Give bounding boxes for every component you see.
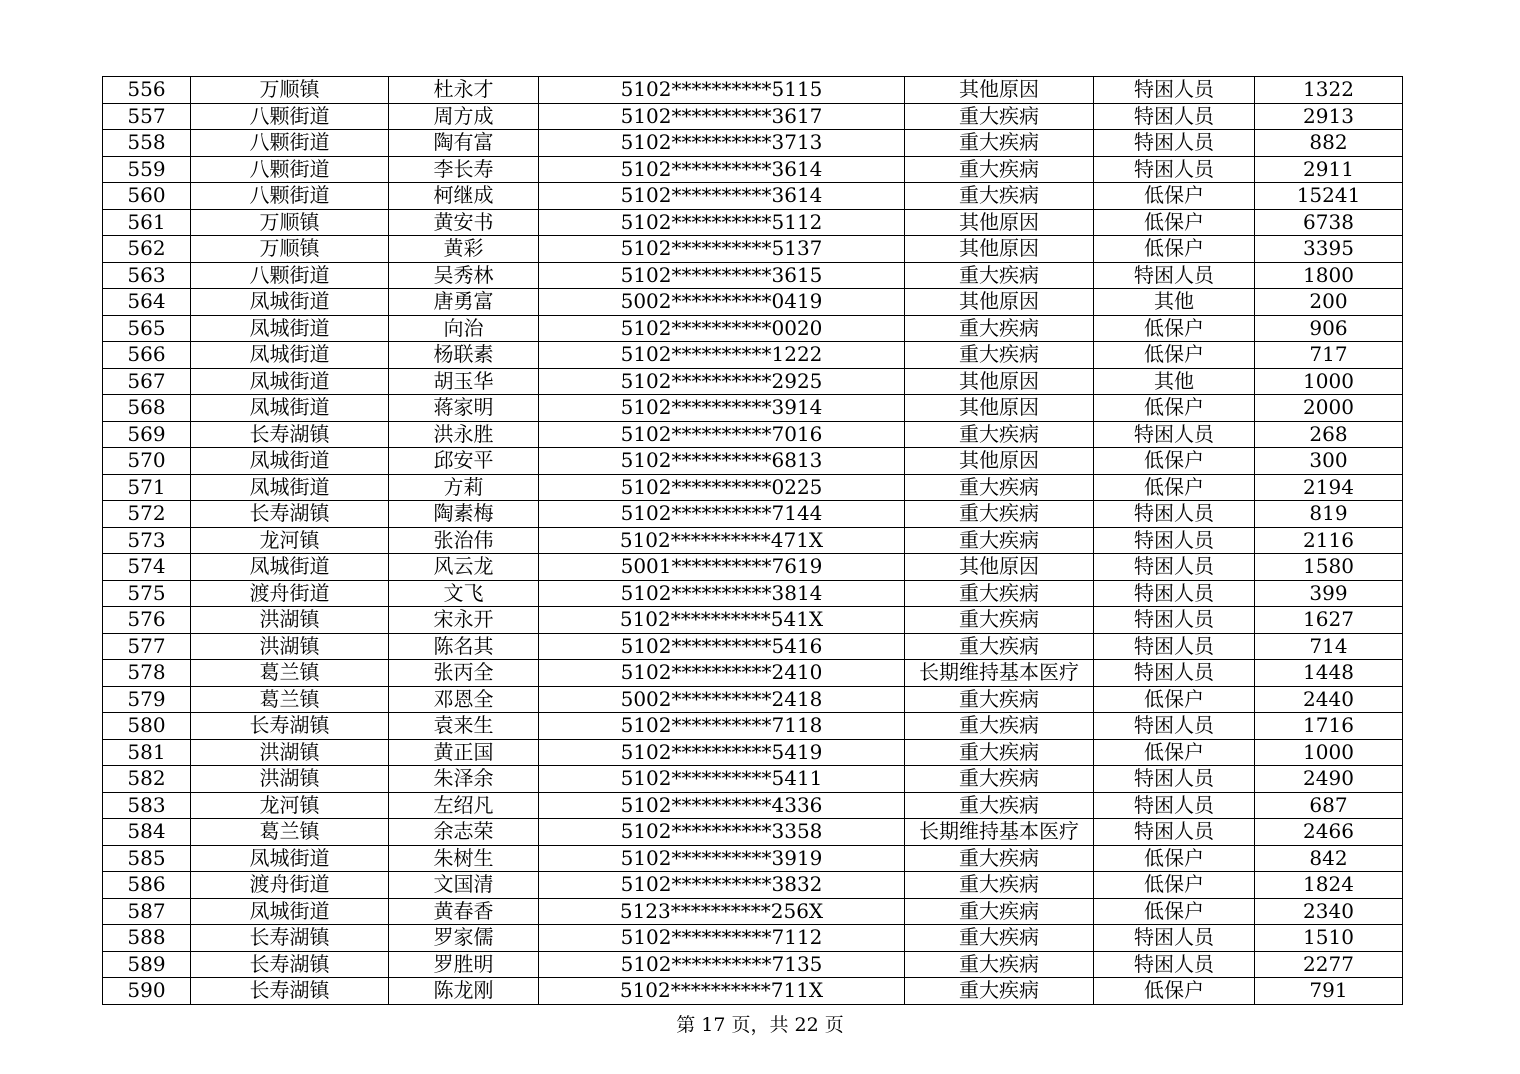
cell-town: 凤城街道	[191, 448, 389, 475]
table-row	[103, 527, 1403, 554]
cell-town: 凤城街道	[191, 289, 389, 316]
table-row	[103, 845, 1403, 872]
cell-town: 八颗街道	[191, 103, 389, 130]
cell-amount: 1322	[1255, 77, 1403, 104]
cell-name: 黄安书	[389, 209, 539, 236]
table-row	[103, 315, 1403, 342]
cell-category: 特困人员	[1094, 77, 1255, 104]
cell-row-number: 564	[103, 289, 191, 316]
table-row	[103, 739, 1403, 766]
cell-amount: 842	[1255, 845, 1403, 872]
cell-id-number: 5002**********2418	[539, 686, 905, 713]
cell-id-number: 5002**********0419	[539, 289, 905, 316]
cell-amount: 819	[1255, 501, 1403, 528]
cell-town: 洪湖镇	[191, 607, 389, 634]
cell-id-number: 5102**********1222	[539, 342, 905, 369]
cell-id-number: 5123**********256X	[539, 898, 905, 925]
cell-row-number: 556	[103, 77, 191, 104]
cell-id-number: 5102**********7135	[539, 951, 905, 978]
cell-row-number: 562	[103, 236, 191, 263]
cell-id-number: 5102**********3914	[539, 395, 905, 422]
cell-reason: 重大疾病	[905, 925, 1094, 952]
cell-name: 罗胜明	[389, 951, 539, 978]
cell-id-number: 5102**********2925	[539, 368, 905, 395]
cell-row-number: 571	[103, 474, 191, 501]
cell-reason: 重大疾病	[905, 713, 1094, 740]
cell-name: 黄春香	[389, 898, 539, 925]
cell-amount: 300	[1255, 448, 1403, 475]
cell-name: 罗家儒	[389, 925, 539, 952]
cell-amount: 1448	[1255, 660, 1403, 687]
cell-town: 凤城街道	[191, 474, 389, 501]
cell-reason: 其他原因	[905, 77, 1094, 104]
cell-id-number: 5102**********7144	[539, 501, 905, 528]
cell-name: 洪永胜	[389, 421, 539, 448]
cell-category: 低保户	[1094, 845, 1255, 872]
cell-town: 八颗街道	[191, 130, 389, 157]
cell-town: 凤城街道	[191, 342, 389, 369]
cell-amount: 3395	[1255, 236, 1403, 263]
cell-town: 凤城街道	[191, 898, 389, 925]
table-row	[103, 130, 1403, 157]
cell-town: 龙河镇	[191, 527, 389, 554]
cell-amount: 714	[1255, 633, 1403, 660]
cell-row-number: 557	[103, 103, 191, 130]
cell-row-number: 569	[103, 421, 191, 448]
cell-town: 长寿湖镇	[191, 951, 389, 978]
cell-reason: 重大疾病	[905, 421, 1094, 448]
cell-town: 万顺镇	[191, 77, 389, 104]
cell-name: 邓恩全	[389, 686, 539, 713]
cell-reason: 重大疾病	[905, 739, 1094, 766]
table-row	[103, 713, 1403, 740]
cell-name: 左绍凡	[389, 792, 539, 819]
cell-id-number: 5102**********3814	[539, 580, 905, 607]
table-row	[103, 660, 1403, 687]
cell-id-number: 5102**********3614	[539, 156, 905, 183]
cell-reason: 重大疾病	[905, 474, 1094, 501]
cell-reason: 其他原因	[905, 395, 1094, 422]
cell-town: 洪湖镇	[191, 633, 389, 660]
cell-reason: 其他原因	[905, 368, 1094, 395]
cell-amount: 791	[1255, 978, 1403, 1005]
cell-row-number: 574	[103, 554, 191, 581]
cell-row-number: 577	[103, 633, 191, 660]
cell-name: 方莉	[389, 474, 539, 501]
cell-town: 凤城街道	[191, 368, 389, 395]
cell-town: 洪湖镇	[191, 766, 389, 793]
cell-category: 特困人员	[1094, 156, 1255, 183]
cell-name: 朱泽余	[389, 766, 539, 793]
cell-id-number: 5102**********5137	[539, 236, 905, 263]
cell-reason: 长期维持基本医疗	[905, 819, 1094, 846]
cell-town: 洪湖镇	[191, 739, 389, 766]
cell-row-number: 580	[103, 713, 191, 740]
table-row	[103, 368, 1403, 395]
cell-reason: 重大疾病	[905, 342, 1094, 369]
cell-id-number: 5102**********471X	[539, 527, 905, 554]
cell-amount: 1800	[1255, 262, 1403, 289]
cell-reason: 重大疾病	[905, 103, 1094, 130]
cell-category: 低保户	[1094, 209, 1255, 236]
cell-amount: 399	[1255, 580, 1403, 607]
cell-id-number: 5102**********2410	[539, 660, 905, 687]
cell-category: 特困人员	[1094, 130, 1255, 157]
cell-category: 特困人员	[1094, 766, 1255, 793]
cell-id-number: 5001**********7619	[539, 554, 905, 581]
cell-town: 万顺镇	[191, 209, 389, 236]
cell-amount: 1000	[1255, 739, 1403, 766]
cell-id-number: 5102**********7112	[539, 925, 905, 952]
cell-row-number: 587	[103, 898, 191, 925]
cell-row-number: 589	[103, 951, 191, 978]
cell-row-number: 586	[103, 872, 191, 899]
cell-reason: 重大疾病	[905, 633, 1094, 660]
cell-id-number: 5102**********6813	[539, 448, 905, 475]
cell-amount: 1510	[1255, 925, 1403, 952]
cell-category: 低保户	[1094, 686, 1255, 713]
cell-category: 特困人员	[1094, 607, 1255, 634]
cell-reason: 其他原因	[905, 209, 1094, 236]
cell-id-number: 5102**********541X	[539, 607, 905, 634]
table-row	[103, 103, 1403, 130]
cell-row-number: 578	[103, 660, 191, 687]
table-row	[103, 925, 1403, 952]
cell-row-number: 582	[103, 766, 191, 793]
table-row	[103, 77, 1403, 104]
cell-row-number: 568	[103, 395, 191, 422]
cell-id-number: 5102**********7016	[539, 421, 905, 448]
cell-reason: 重大疾病	[905, 183, 1094, 210]
cell-town: 八颗街道	[191, 156, 389, 183]
cell-name: 袁来生	[389, 713, 539, 740]
table-row	[103, 342, 1403, 369]
cell-amount: 268	[1255, 421, 1403, 448]
cell-name: 蒋家明	[389, 395, 539, 422]
table-row	[103, 236, 1403, 263]
cell-name: 张丙全	[389, 660, 539, 687]
cell-town: 葛兰镇	[191, 660, 389, 687]
cell-name: 陶有富	[389, 130, 539, 157]
cell-category: 低保户	[1094, 342, 1255, 369]
cell-row-number: 584	[103, 819, 191, 846]
cell-reason: 重大疾病	[905, 607, 1094, 634]
cell-id-number: 5102**********5419	[539, 739, 905, 766]
cell-name: 文飞	[389, 580, 539, 607]
cell-town: 葛兰镇	[191, 686, 389, 713]
cell-category: 其他	[1094, 368, 1255, 395]
cell-town: 凤城街道	[191, 845, 389, 872]
cell-id-number: 5102**********3713	[539, 130, 905, 157]
cell-reason: 重大疾病	[905, 156, 1094, 183]
cell-row-number: 576	[103, 607, 191, 634]
cell-town: 凤城街道	[191, 395, 389, 422]
table-row	[103, 872, 1403, 899]
cell-category: 特困人员	[1094, 633, 1255, 660]
cell-amount: 906	[1255, 315, 1403, 342]
cell-reason: 其他原因	[905, 554, 1094, 581]
cell-row-number: 583	[103, 792, 191, 819]
cell-id-number: 5102**********5416	[539, 633, 905, 660]
cell-row-number: 581	[103, 739, 191, 766]
cell-name: 杜永才	[389, 77, 539, 104]
cell-amount: 1000	[1255, 368, 1403, 395]
table-row	[103, 156, 1403, 183]
cell-id-number: 5102**********3919	[539, 845, 905, 872]
cell-row-number: 572	[103, 501, 191, 528]
cell-row-number: 566	[103, 342, 191, 369]
cell-category: 低保户	[1094, 898, 1255, 925]
cell-name: 李长寿	[389, 156, 539, 183]
data-table	[102, 76, 1403, 1005]
cell-category: 特困人员	[1094, 103, 1255, 130]
cell-amount: 1824	[1255, 872, 1403, 899]
cell-id-number: 5102**********0020	[539, 315, 905, 342]
cell-category: 特困人员	[1094, 792, 1255, 819]
cell-amount: 717	[1255, 342, 1403, 369]
cell-category: 特困人员	[1094, 819, 1255, 846]
table-row	[103, 898, 1403, 925]
cell-id-number: 5102**********4336	[539, 792, 905, 819]
cell-id-number: 5102**********3615	[539, 262, 905, 289]
cell-row-number: 570	[103, 448, 191, 475]
cell-category: 低保户	[1094, 236, 1255, 263]
cell-name: 陈名其	[389, 633, 539, 660]
table-row	[103, 395, 1403, 422]
cell-name: 陶素梅	[389, 501, 539, 528]
cell-amount: 2194	[1255, 474, 1403, 501]
cell-id-number: 5102**********0225	[539, 474, 905, 501]
cell-category: 低保户	[1094, 448, 1255, 475]
cell-category: 低保户	[1094, 474, 1255, 501]
table-row	[103, 819, 1403, 846]
cell-category: 特困人员	[1094, 262, 1255, 289]
cell-row-number: 588	[103, 925, 191, 952]
table-row	[103, 766, 1403, 793]
cell-reason: 重大疾病	[905, 978, 1094, 1005]
cell-reason: 其他原因	[905, 448, 1094, 475]
cell-id-number: 5102**********3617	[539, 103, 905, 130]
cell-row-number: 573	[103, 527, 191, 554]
cell-row-number: 560	[103, 183, 191, 210]
cell-name: 唐勇富	[389, 289, 539, 316]
cell-category: 低保户	[1094, 978, 1255, 1005]
cell-category: 特困人员	[1094, 580, 1255, 607]
table-row	[103, 580, 1403, 607]
cell-name: 黄正国	[389, 739, 539, 766]
table-row	[103, 289, 1403, 316]
cell-reason: 长期维持基本医疗	[905, 660, 1094, 687]
cell-reason: 重大疾病	[905, 501, 1094, 528]
cell-row-number: 561	[103, 209, 191, 236]
table-row	[103, 262, 1403, 289]
cell-reason: 重大疾病	[905, 262, 1094, 289]
cell-category: 低保户	[1094, 183, 1255, 210]
cell-amount: 1580	[1255, 554, 1403, 581]
cell-reason: 重大疾病	[905, 315, 1094, 342]
cell-town: 凤城街道	[191, 554, 389, 581]
cell-town: 凤城街道	[191, 315, 389, 342]
cell-category: 低保户	[1094, 395, 1255, 422]
cell-row-number: 565	[103, 315, 191, 342]
cell-row-number: 567	[103, 368, 191, 395]
cell-row-number: 563	[103, 262, 191, 289]
cell-id-number: 5102**********3358	[539, 819, 905, 846]
cell-category: 低保户	[1094, 315, 1255, 342]
cell-category: 特困人员	[1094, 527, 1255, 554]
table-row	[103, 686, 1403, 713]
cell-amount: 15241	[1255, 183, 1403, 210]
cell-row-number: 558	[103, 130, 191, 157]
cell-id-number: 5102**********7118	[539, 713, 905, 740]
cell-category: 特困人员	[1094, 501, 1255, 528]
cell-name: 胡玉华	[389, 368, 539, 395]
cell-category: 特困人员	[1094, 421, 1255, 448]
cell-reason: 重大疾病	[905, 580, 1094, 607]
table-row	[103, 501, 1403, 528]
table-row	[103, 951, 1403, 978]
cell-name: 杨联素	[389, 342, 539, 369]
cell-row-number: 575	[103, 580, 191, 607]
cell-row-number: 590	[103, 978, 191, 1005]
cell-name: 周方成	[389, 103, 539, 130]
cell-category: 低保户	[1094, 872, 1255, 899]
cell-reason: 重大疾病	[905, 527, 1094, 554]
cell-category: 特困人员	[1094, 951, 1255, 978]
cell-reason: 重大疾病	[905, 898, 1094, 925]
cell-amount: 687	[1255, 792, 1403, 819]
cell-name: 吴秀林	[389, 262, 539, 289]
table-row	[103, 792, 1403, 819]
cell-town: 龙河镇	[191, 792, 389, 819]
table-row	[103, 183, 1403, 210]
cell-name: 陈龙刚	[389, 978, 539, 1005]
cell-amount: 2913	[1255, 103, 1403, 130]
cell-reason: 重大疾病	[905, 951, 1094, 978]
cell-name: 向治	[389, 315, 539, 342]
cell-town: 八颗街道	[191, 183, 389, 210]
cell-amount: 2116	[1255, 527, 1403, 554]
cell-town: 长寿湖镇	[191, 925, 389, 952]
cell-id-number: 5102**********5112	[539, 209, 905, 236]
cell-reason: 重大疾病	[905, 766, 1094, 793]
cell-reason: 重大疾病	[905, 130, 1094, 157]
cell-reason: 重大疾病	[905, 872, 1094, 899]
cell-amount: 2440	[1255, 686, 1403, 713]
cell-row-number: 579	[103, 686, 191, 713]
cell-reason: 重大疾病	[905, 792, 1094, 819]
cell-reason: 其他原因	[905, 236, 1094, 263]
cell-category: 特困人员	[1094, 713, 1255, 740]
cell-category: 特困人员	[1094, 554, 1255, 581]
table-row	[103, 554, 1403, 581]
cell-amount: 2277	[1255, 951, 1403, 978]
cell-reason: 其他原因	[905, 289, 1094, 316]
page-footer	[0, 1010, 1520, 1037]
cell-row-number: 559	[103, 156, 191, 183]
cell-row-number: 585	[103, 845, 191, 872]
cell-town: 渡舟街道	[191, 872, 389, 899]
cell-name: 张治伟	[389, 527, 539, 554]
table-row	[103, 607, 1403, 634]
cell-id-number: 5102**********711X	[539, 978, 905, 1005]
cell-amount: 1627	[1255, 607, 1403, 634]
cell-category: 特困人员	[1094, 660, 1255, 687]
cell-amount: 6738	[1255, 209, 1403, 236]
table-body	[103, 77, 1403, 1005]
table-row	[103, 633, 1403, 660]
cell-name: 朱树生	[389, 845, 539, 872]
cell-id-number: 5102**********3614	[539, 183, 905, 210]
cell-amount: 882	[1255, 130, 1403, 157]
table-row	[103, 978, 1403, 1005]
cell-name: 余志荣	[389, 819, 539, 846]
cell-amount: 2340	[1255, 898, 1403, 925]
cell-name: 风云龙	[389, 554, 539, 581]
cell-amount: 1716	[1255, 713, 1403, 740]
table-row	[103, 474, 1403, 501]
cell-id-number: 5102**********5115	[539, 77, 905, 104]
cell-town: 长寿湖镇	[191, 421, 389, 448]
cell-reason: 重大疾病	[905, 845, 1094, 872]
cell-amount: 2466	[1255, 819, 1403, 846]
cell-category: 低保户	[1094, 739, 1255, 766]
cell-town: 长寿湖镇	[191, 978, 389, 1005]
cell-name: 柯继成	[389, 183, 539, 210]
cell-town: 渡舟街道	[191, 580, 389, 607]
cell-town: 长寿湖镇	[191, 501, 389, 528]
cell-town: 长寿湖镇	[191, 713, 389, 740]
cell-id-number: 5102**********3832	[539, 872, 905, 899]
data-table-container	[102, 76, 1403, 1005]
cell-town: 八颗街道	[191, 262, 389, 289]
cell-town: 葛兰镇	[191, 819, 389, 846]
cell-amount: 200	[1255, 289, 1403, 316]
cell-reason: 重大疾病	[905, 686, 1094, 713]
cell-name: 文国清	[389, 872, 539, 899]
table-row	[103, 209, 1403, 236]
cell-name: 邱安平	[389, 448, 539, 475]
cell-amount: 2000	[1255, 395, 1403, 422]
cell-category: 其他	[1094, 289, 1255, 316]
cell-town: 万顺镇	[191, 236, 389, 263]
cell-category: 特困人员	[1094, 925, 1255, 952]
cell-name: 宋永开	[389, 607, 539, 634]
cell-amount: 2490	[1255, 766, 1403, 793]
table-row	[103, 448, 1403, 475]
cell-id-number: 5102**********5411	[539, 766, 905, 793]
table-row	[103, 421, 1403, 448]
cell-name: 黄彩	[389, 236, 539, 263]
cell-amount: 2911	[1255, 156, 1403, 183]
page-number-text: 第 17 页，共 22 页	[676, 1014, 844, 1036]
